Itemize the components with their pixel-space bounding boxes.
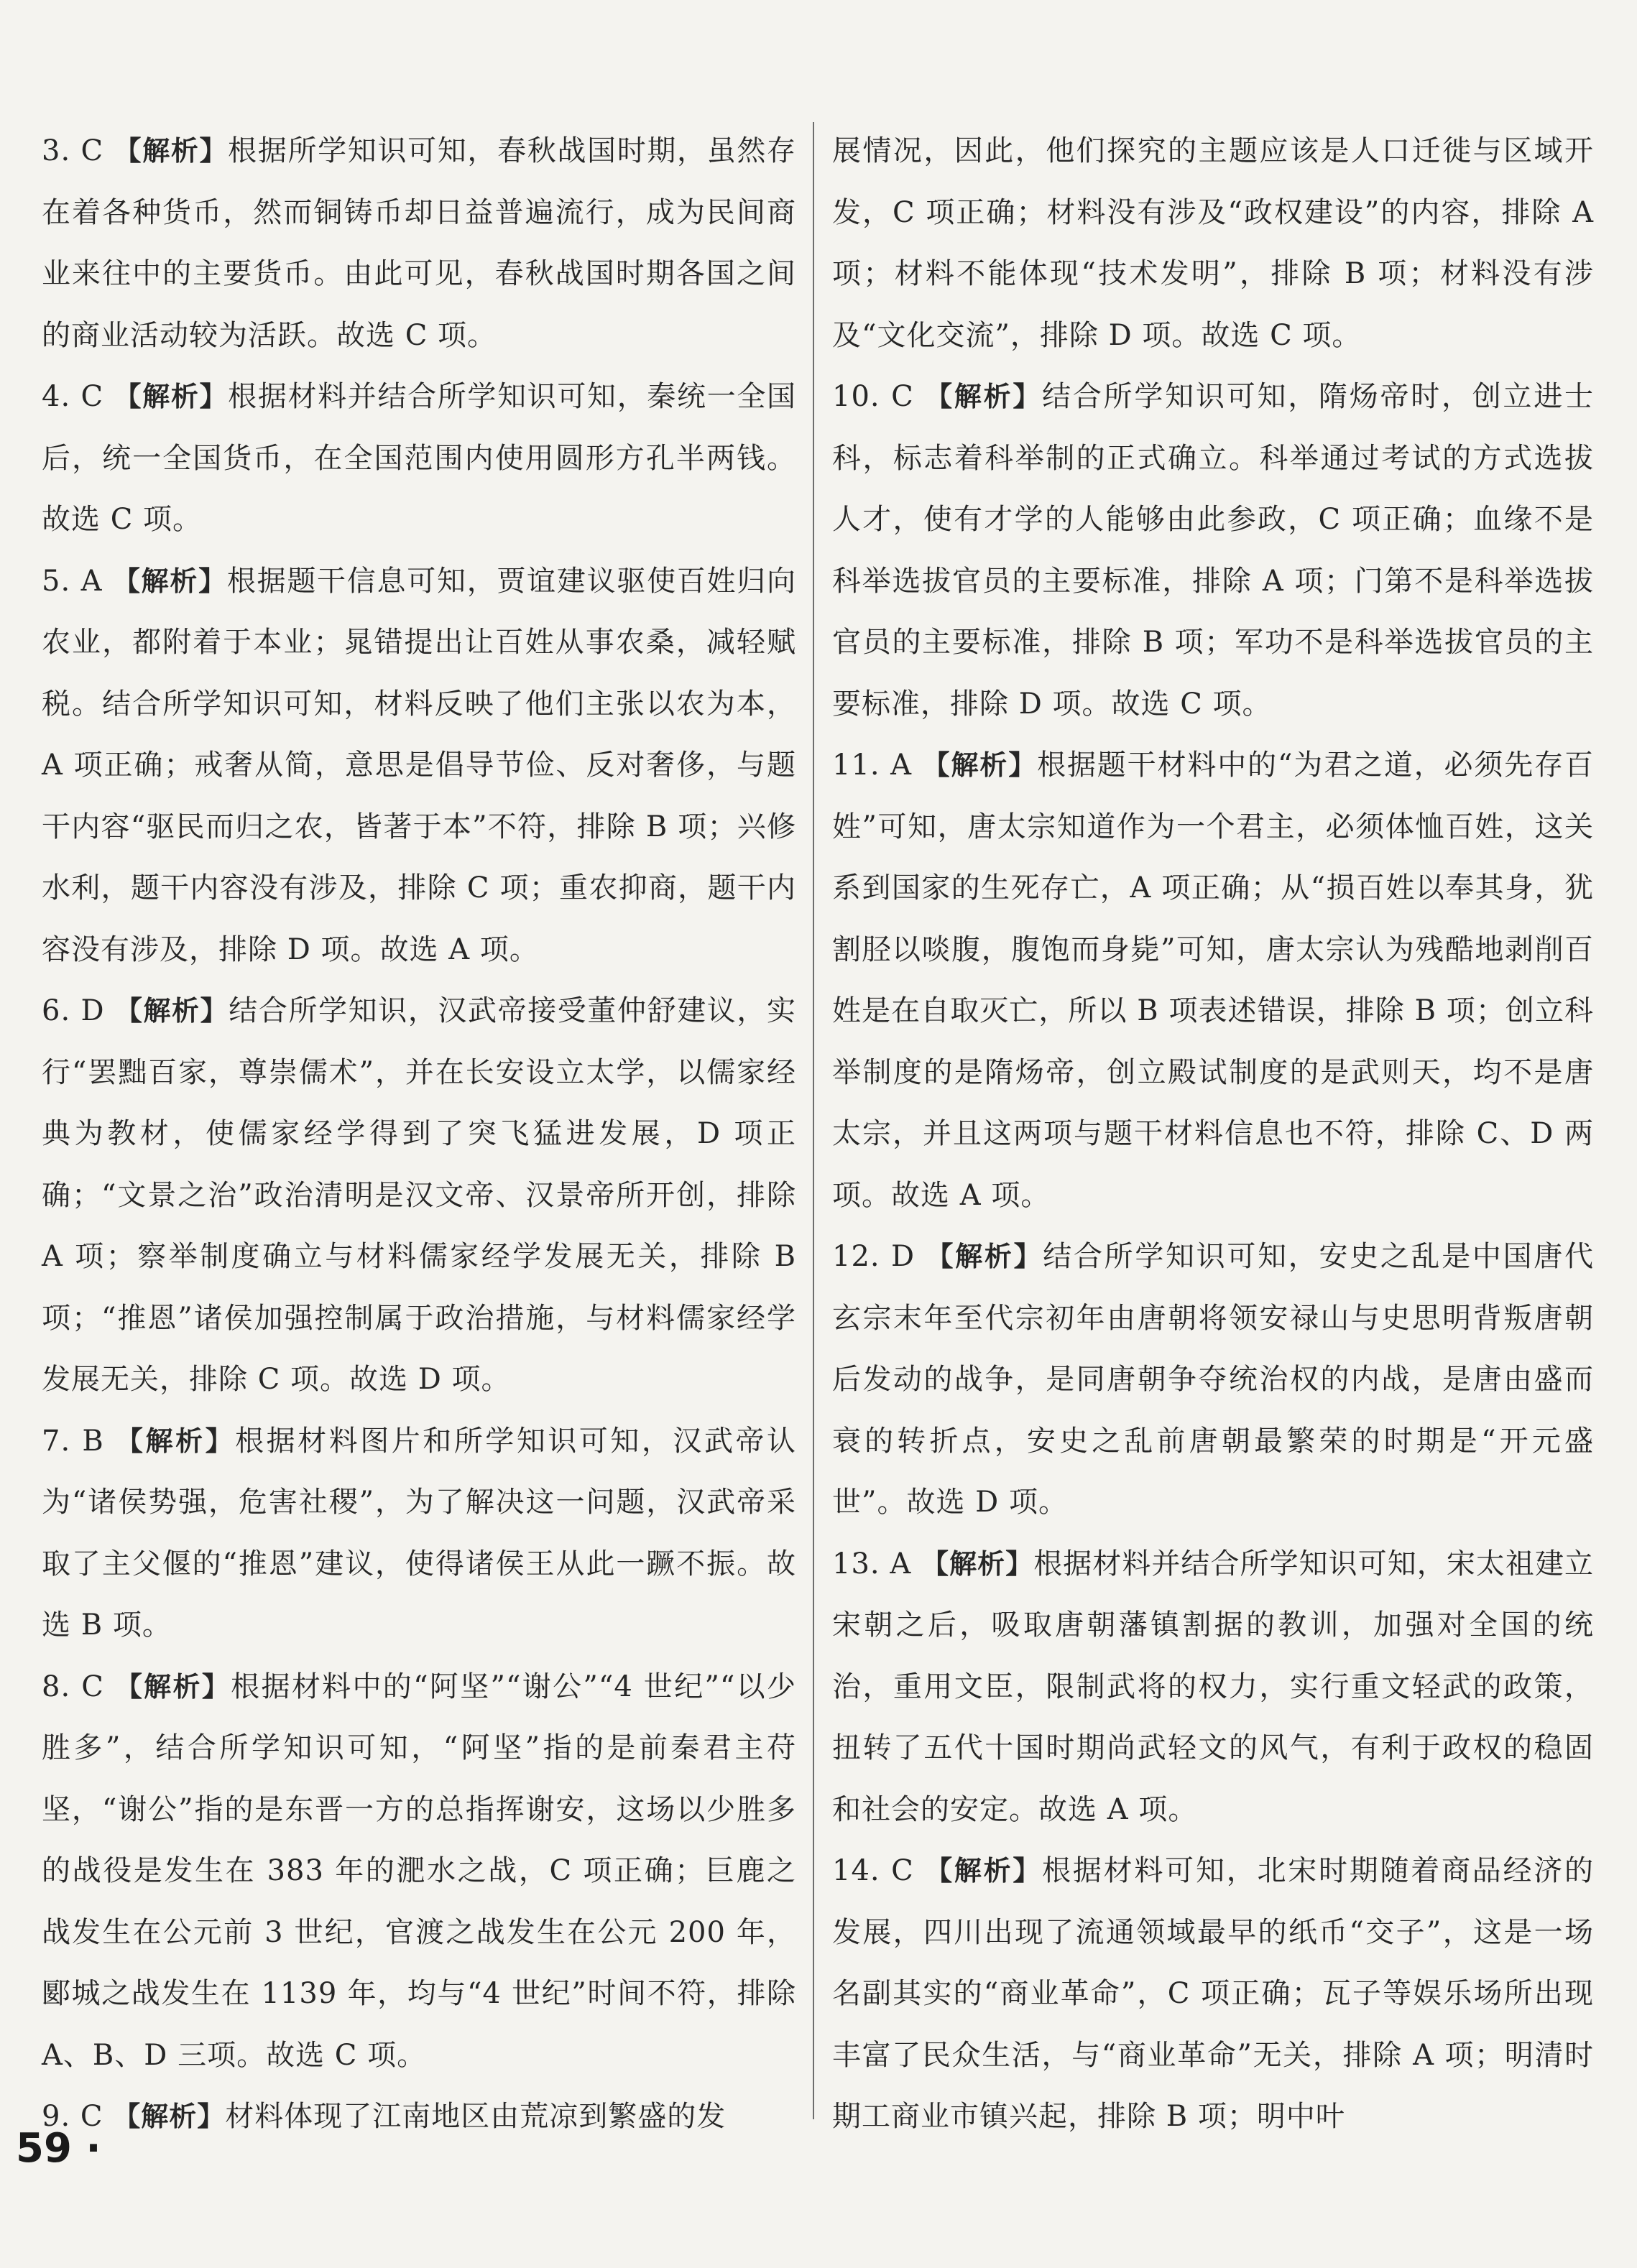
analysis-tag: 【解析】 <box>114 135 229 167</box>
answer-text: 结合所学知识，汉武帝接受董仲舒建议，实行“罢黜百家，尊崇儒术”，并在长安设立太学，以儒家经典为教材，使儒家经学得到了突飞猛进发展，D 项正确；“文景之治”政治清明是汉文帝、汉景帝所开创，排除 A 项；察举制度确立与材料儒家经学发展无关，排除 B 项；“推恩”诸侯加强控制属于政治措施，与材料儒家经学发展无关，排除 C 项。故选 D 项。 <box>42 994 796 1396</box>
answer-10 <box>832 366 1594 735</box>
page-number: 59 · <box>16 2125 101 2172</box>
answer-3 <box>42 121 796 366</box>
answer-11 <box>832 735 1594 1226</box>
answer-text: 根据题干信息可知，贾谊建议驱使百姓归向农业，都附着于本业；晁错提出让百姓从事农桑，减轻赋税。结合所学知识可知，材料反映了他们主张以农为本，A 项正确；戒奢从简，意思是倡导节俭、反对奢侈，与题干内容“驱民而归之农，皆著于本”不符，排除 B 项；兴修水利，题干内容没有涉及，排除 C 项；重农抑商，题干内容没有涉及，排除 D 项。故选 A 项。 <box>42 564 796 966</box>
analysis-tag: 【解析】 <box>114 1670 231 1703</box>
answer-8 <box>42 1657 796 2087</box>
analysis-tag: 【解析】 <box>114 995 229 1027</box>
answer-number: 12. D <box>832 1240 916 1273</box>
answer-number: 3. C <box>42 134 104 167</box>
analysis-tag: 【解析】 <box>925 381 1043 412</box>
analysis-tag: 【解析】 <box>926 1241 1043 1272</box>
analysis-tag: 【解析】 <box>113 2101 226 2132</box>
analysis-tag: 【解析】 <box>921 1547 1034 1580</box>
answer-text: 根据所学知识可知，春秋战国时期，虽然存在着各种货币，然而铜铸币却日益普遍流行，成为民间商业来往中的主要货币。由此可见，春秋战国时期各国之间的商业活动较为活跃。故选 C 项。 <box>42 134 797 352</box>
answer-4 <box>42 366 796 551</box>
answer-text: 根据材料图片和所学知识可知，汉武帝认为“诸侯势强，危害社稷”，为了解决这一问题，汉武帝采取了主父偃的“推恩”建议，使得诸侯王从此一蹶不振。故选 B 项。 <box>42 1424 796 1642</box>
answer-number: 7. B <box>42 1424 104 1458</box>
analysis-tag: 【解析】 <box>114 381 229 412</box>
answer-6 <box>42 981 796 1411</box>
answer-12 <box>832 1226 1594 1534</box>
answer-number: 5. A <box>42 564 103 598</box>
answer-text: 根据材料可知，北宋时期随着商品经济的发展，四川出现了流通领域最早的纸币“交子”，这是一场名副其实的“商业革命”，C 项正确；瓦子等娱乐场所出现丰富了民众生活，与“商业革命”无关，排除 A 项；明清时期工商业市镇兴起，排除 B 项；明中叶 <box>832 1854 1594 2133</box>
answer-text: 根据材料中的“阿坚”“谢公”“4 世纪”“以少胜多”，结合所学知识可知，“阿坚”指的是前秦君主苻坚，“谢公”指的是东晋一方的总指挥谢安，这场以少胜多的战役是发生在 383 年的淝水之战，C 项正确；巨鹿之战发生在公元前 3 世纪，官渡之战发生在公元 200 年，郾城之战发生在 1139 年，均与“4 世纪”时间不符，排除 A、B、D 三项。故选 C 项。 <box>42 1670 797 2072</box>
answer-text: 材料体现了江南地区由荒凉到繁盛的发 <box>225 2100 727 2133</box>
answer-9 <box>42 2086 796 2148</box>
answer-number: 8. C <box>42 1670 104 1703</box>
answer-7 <box>42 1411 796 1657</box>
answer-5 <box>42 551 796 981</box>
analysis-tag: 【解析】 <box>922 749 1038 781</box>
answer-text: 根据题干材料中的“为君之道，必须先存百姓”可知，唐太宗知道作为一个君主，必须体恤百姓，这关系到国家的生死存亡，A 项正确；从“损百姓以奉其身，犹割胫以啖腹，腹饱而身毙”可知，唐太宗认为残酷地剥削百姓是在自取灭亡，所以 B 项表述错误，排除 B 项；创立科举制度的是隋炀帝，创立殿试制度的是武则天，均不是唐太宗，并且这两项与题干材料信息也不符，排除 C、D 两项。故选 A 项。 <box>832 749 1594 1212</box>
answer-number: 10. C <box>832 380 914 413</box>
answer-14 <box>832 1841 1594 2148</box>
analysis-tag: 【解析】 <box>925 1855 1043 1887</box>
analysis-tag: 【解析】 <box>116 1425 236 1457</box>
answer-number: 13. A <box>832 1547 912 1580</box>
answer-text: 展情况，因此，他们探究的主题应该是人口迁徙与区域开发，C 项正确；材料没有涉及“政权建设”的内容，排除 A 项；材料不能体现“技术发明”，排除 B 项；材料没有涉及“文化交流”，排除 D 项。故选 C 项。 <box>832 134 1594 352</box>
answer-number: 9. C <box>42 2100 103 2133</box>
answer-number: 11. A <box>832 749 913 782</box>
right-column <box>832 121 1594 2148</box>
answer-text: 根据材料并结合所学知识可知，宋太祖建立宋朝之后，吸取唐朝藩镇割据的教训，加强对全国的统治，重用文臣，限制武将的权力，实行重文轻武的政策，扭转了五代十国时期尚武轻文的风气，有利于政权的稳固和社会的安定。故选 A 项。 <box>832 1547 1595 1826</box>
answer-9-continued <box>832 121 1594 366</box>
answer-text: 根据材料并结合所学知识可知，秦统一全国后，统一全国货币，在全国范围内使用圆形方孔半两钱。故选 C 项。 <box>42 380 797 536</box>
analysis-tag: 【解析】 <box>112 565 227 597</box>
answer-number: 4. C <box>42 380 104 413</box>
answer-13 <box>832 1534 1594 1841</box>
left-column <box>42 121 796 2148</box>
answer-text: 结合所学知识可知，安史之乱是中国唐代玄宗末年至代宗初年由唐朝将领安禄山与史思明背叛唐朝后发动的战争，是同唐朝争夺统治权的内战，是唐由盛而衰的转折点，安史之乱前唐朝最繁荣的时期是“开元盛世”。故选 D 项。 <box>832 1240 1594 1519</box>
answer-text: 结合所学知识可知，隋炀帝时，创立进士科，标志着科举制的正式确立。科举通过考试的方式选拔人才，使有才学的人能够由此参政，C 项正确；血缘不是科举选拔官员的主要标准，排除 A 项；门第不是科举选拔官员的主要标准，排除 B 项；军功不是科举选拔官员的主要标准，排除 D 项。故选 C 项。 <box>832 380 1594 721</box>
column-divider <box>813 122 814 2119</box>
answer-number: 14. C <box>832 1854 914 1887</box>
answer-number: 6. D <box>42 994 105 1027</box>
